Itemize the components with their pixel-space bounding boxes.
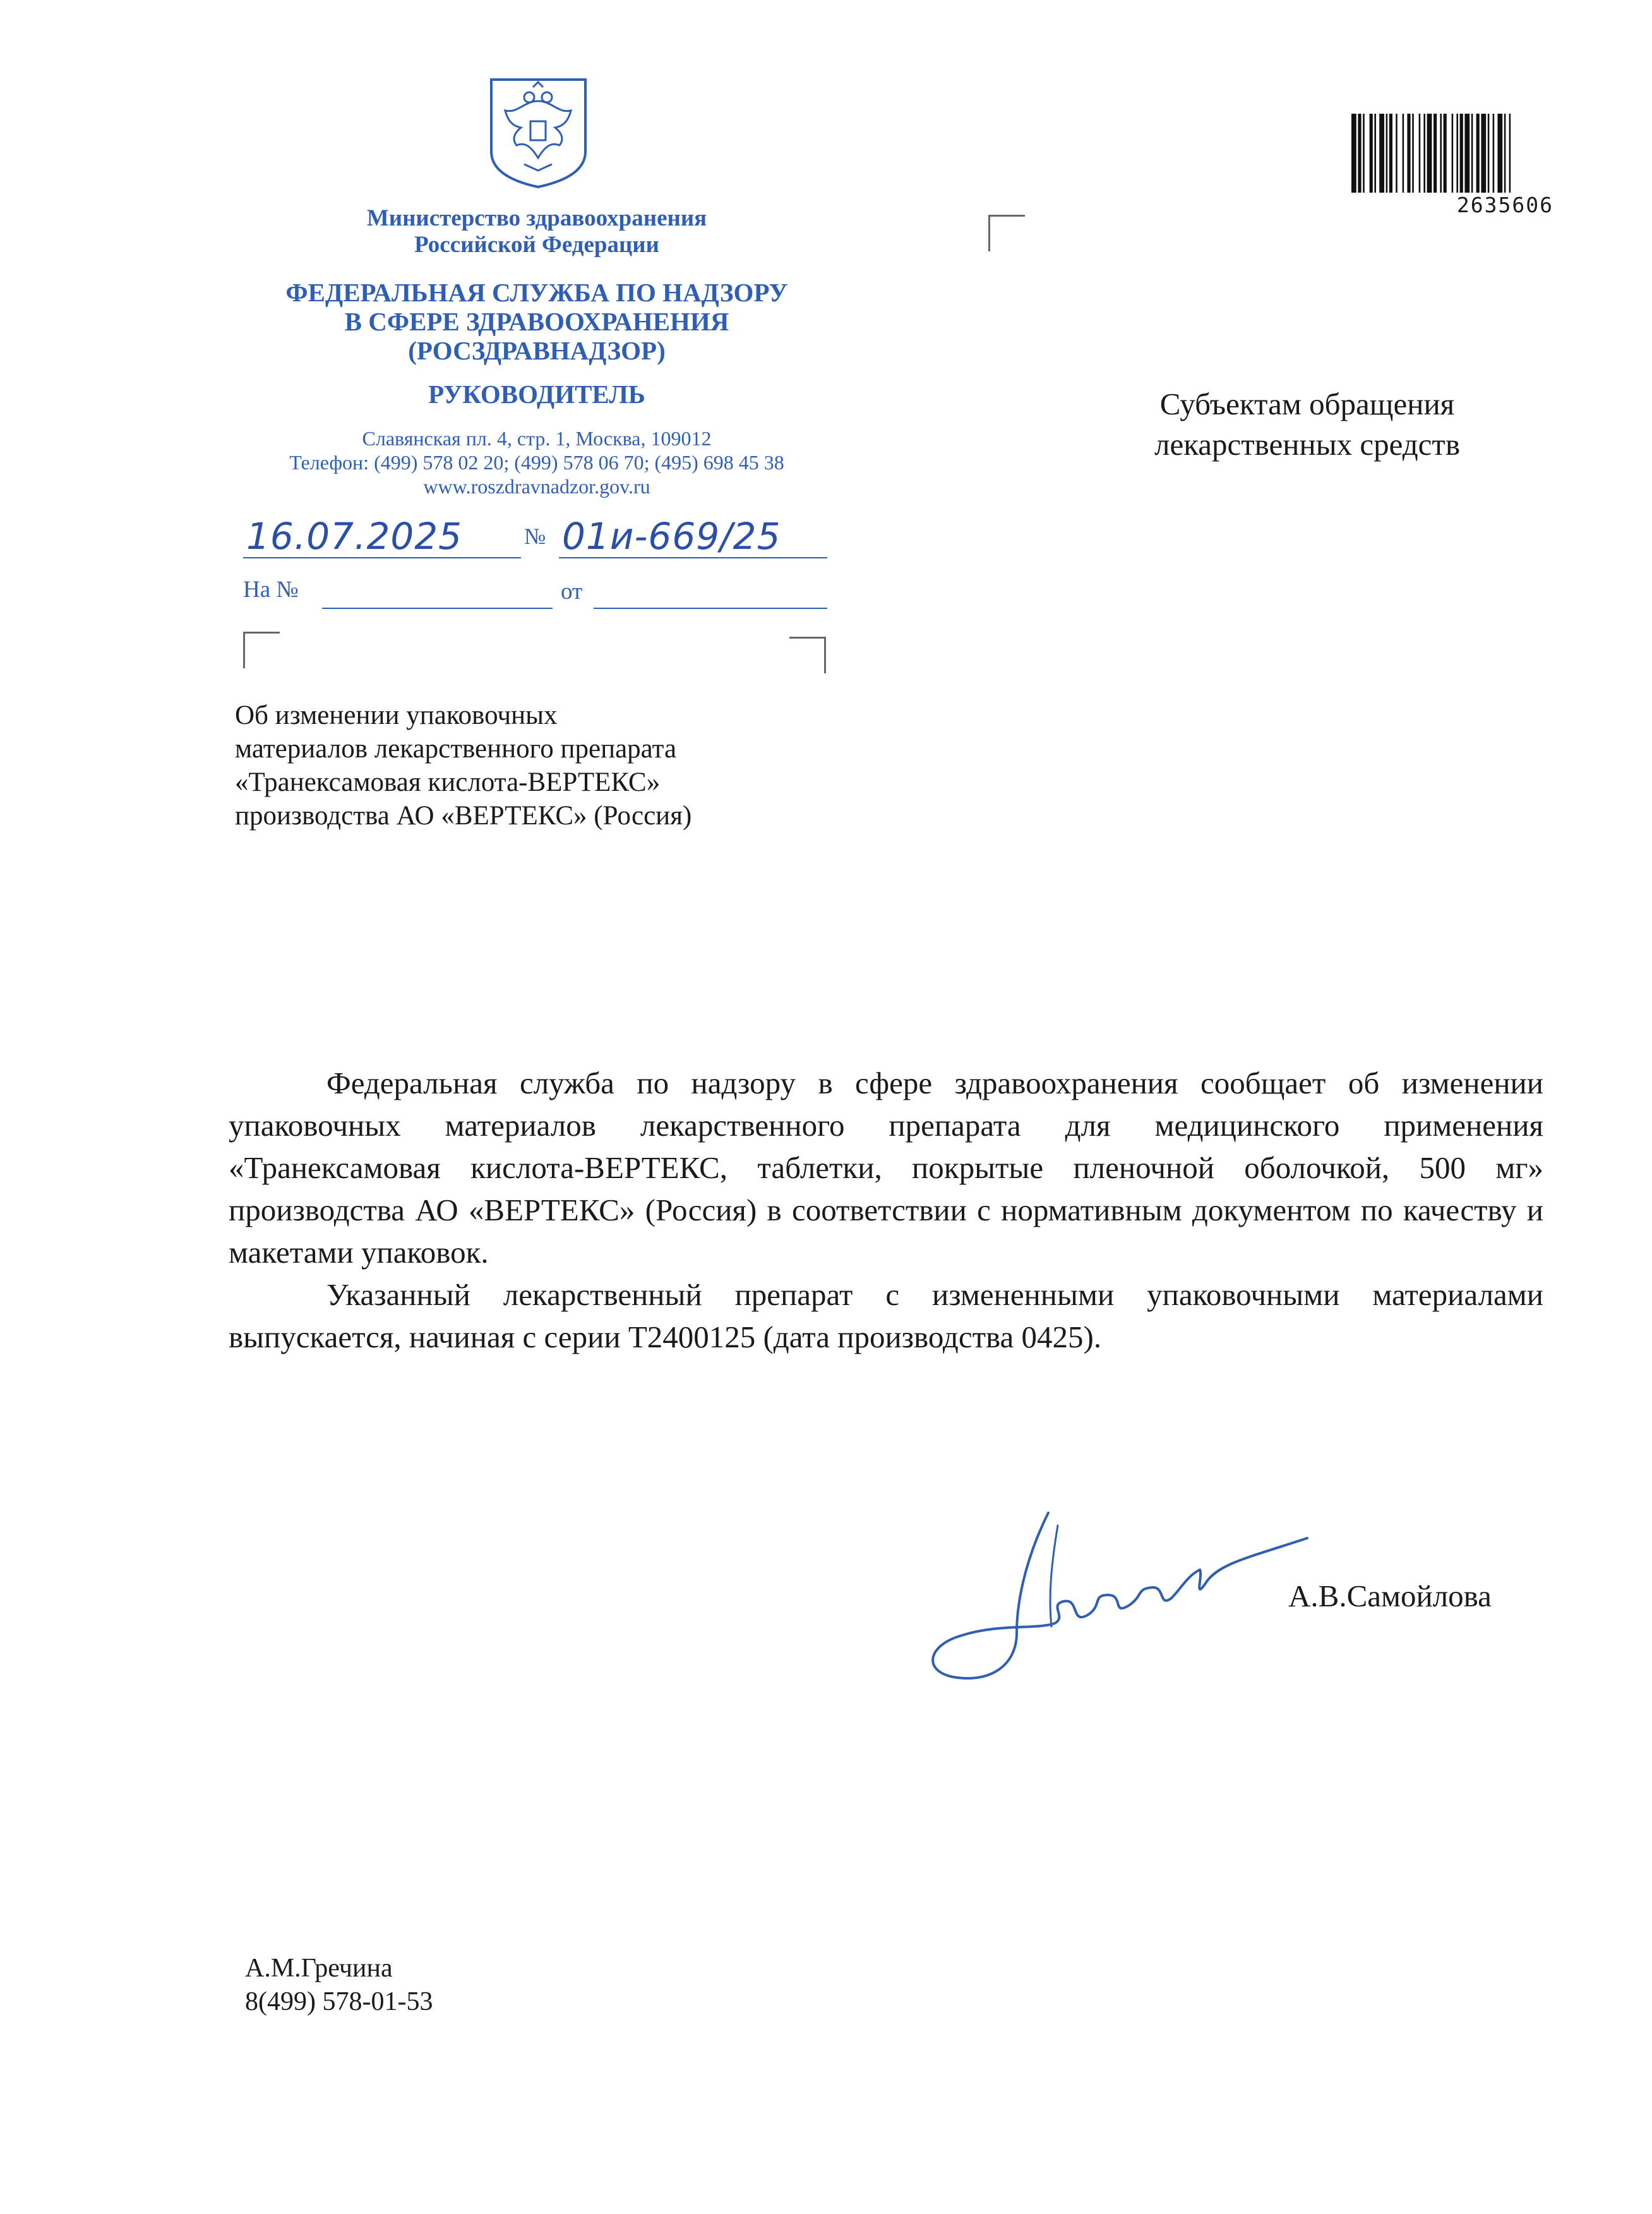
postal-address: Славянская пл. 4, стр. 1, Москва, 109012	[362, 427, 712, 450]
letter-subject	[235, 699, 866, 833]
addressee-line-1: Субъектам обращения	[1159, 387, 1455, 421]
barcode-number: 2635606	[1456, 193, 1553, 217]
date-underline	[243, 557, 521, 558]
letter-body	[229, 1062, 1543, 1358]
number-label: №	[524, 524, 546, 549]
service-line-1: ФЕДЕРАЛЬНАЯ СЛУЖБА ПО НАДЗОРУ	[285, 278, 788, 307]
corner-bracket-right	[789, 637, 826, 673]
body-paragraph-1: Федеральная служба по надзору в сфере здравоохранения сообщает об изменении упаковочных материалов лекарственного препарата для медицинского применения «Транексамовая кислота-ВЕРТЕКС, таблетки, покрытые пленочной оболочкой, 500 мг» производства АО «ВЕРТЕКС» (Россия) в соответствии с нормативным документом по качеству и макетами упаковок.	[229, 1066, 1543, 1270]
addressee	[1029, 384, 1585, 465]
registration-number: 01и-669/25	[562, 515, 781, 558]
reference-date-line	[594, 608, 827, 609]
service-line-2: В СФЕРЕ ЗДРАВООХРАНЕНИЯ	[344, 307, 729, 336]
website: www.roszdravnadzor.gov.ru	[423, 475, 650, 498]
ministry-line-2: Российской Федерации	[414, 232, 659, 258]
executor-name: А.М.Гречина	[245, 1954, 393, 1983]
body-paragraph-2: Указанный лекарственный препарат с измененными упаковочными материалами выпускается, начиная с серии Т2400125 (дата производства 0425).	[229, 1277, 1543, 1354]
subject-line-2: материалов лекарственного препарата	[235, 734, 677, 764]
service-name	[234, 278, 840, 365]
corner-bracket-left	[243, 632, 280, 668]
number-underline	[559, 557, 827, 558]
reference-number-line	[322, 608, 553, 609]
coat-of-arms-emblem	[486, 76, 590, 190]
subject-line-3: «Транексамовая кислота-ВЕРТЕКС»	[235, 767, 661, 797]
executor-block	[245, 1952, 433, 2019]
contact-block	[234, 426, 840, 498]
subject-line-4: производства АО «ВЕРТЕКС» (Россия)	[235, 801, 692, 831]
ministry-name	[240, 205, 834, 258]
executor-phone: 8(499) 578-01-53	[245, 1987, 433, 2016]
registration-date: 16.07.2025	[246, 515, 463, 558]
corner-bracket-addressee	[988, 215, 1025, 251]
phone-numbers: Телефон: (499) 578 02 20; (499) 578 06 70; (495) 698 45 38	[289, 451, 784, 474]
service-line-3: (РОСЗДРАВНАДЗОР)	[408, 336, 666, 365]
ministry-line-1: Министерство здравоохранения	[366, 205, 707, 231]
subject-line-1: Об изменении упаковочных	[235, 701, 558, 730]
head-title: РУКОВОДИТЕЛЬ	[428, 380, 645, 409]
reference-from-label: от	[561, 579, 583, 605]
signatory-name: А.В.Самойлова	[1288, 1579, 1492, 1613]
barcode	[1351, 114, 1553, 193]
addressee-line-2: лекарственных средств	[1154, 427, 1460, 462]
reference-number-label: На №	[243, 577, 299, 603]
handwritten-signature	[922, 1500, 1314, 1690]
